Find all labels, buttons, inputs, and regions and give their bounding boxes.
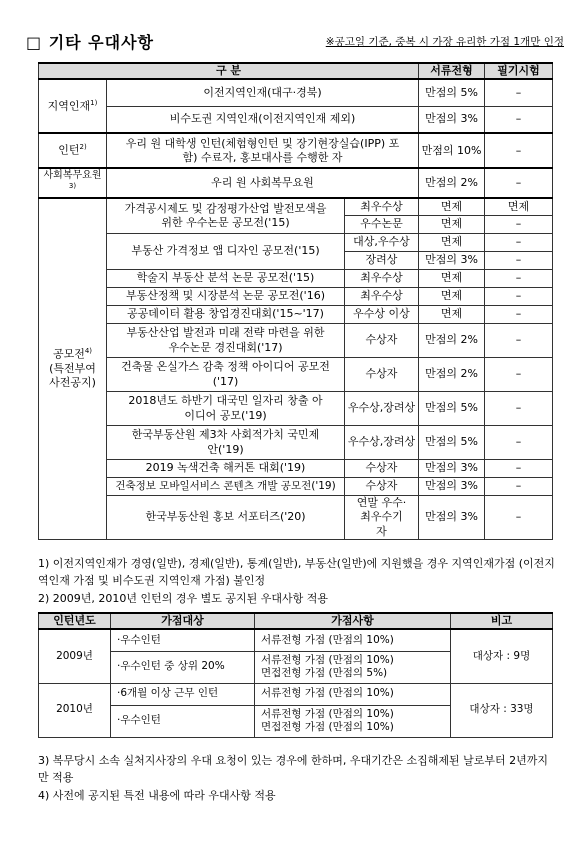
award-cell: 수상자 bbox=[345, 358, 419, 392]
exam-cell: – bbox=[485, 270, 553, 288]
award-cell: 수상자 bbox=[345, 478, 419, 496]
award-cell: 우수상,장려상 bbox=[345, 426, 419, 460]
table-row bbox=[39, 270, 553, 288]
doc-cell: 만점의 5% bbox=[419, 426, 485, 460]
table-row bbox=[39, 234, 553, 252]
table-row bbox=[39, 496, 553, 540]
exam-cell: – bbox=[485, 106, 553, 133]
contest-name-cell: 부동산정책 및 시장분석 논문 공모전('16) bbox=[107, 288, 345, 306]
doc-cell: 면제 bbox=[419, 216, 485, 234]
category-cell: 지역인재$^{1)}$ bbox=[39, 79, 107, 133]
table-header-row bbox=[39, 613, 553, 629]
exam-cell: – bbox=[485, 234, 553, 252]
award-cell: 대상,우수상 bbox=[345, 234, 419, 252]
exam-cell: – bbox=[485, 306, 553, 324]
table-row bbox=[39, 133, 553, 168]
target-cell: ·6개월 이상 근무 인턴 bbox=[111, 683, 255, 705]
award-cell: 최우수상 bbox=[345, 270, 419, 288]
header-points: 가점사항 bbox=[255, 613, 451, 629]
doc-cell: 만점의 3% bbox=[419, 478, 485, 496]
contest-name-cell: 한국부동산원 제3차 사회적가치 국민제안('19) bbox=[107, 426, 345, 460]
contest-name-cell: 부동산산업 발전과 미래 전략 마련을 위한 우수논문 경진대회('17) bbox=[107, 324, 345, 358]
doc-cell: 만점의 2% bbox=[419, 324, 485, 358]
table-row bbox=[39, 288, 553, 306]
table-row bbox=[39, 324, 553, 358]
intern-table bbox=[38, 612, 553, 738]
contest-name-cell: 2019 녹색건축 해커톤 대회('19) bbox=[107, 460, 345, 478]
note-cell: 대상자 : 33명 bbox=[451, 683, 553, 737]
contest-name-cell: 공공데이터 활용 창업경진대회('15~'17) bbox=[107, 306, 345, 324]
table-row bbox=[39, 106, 553, 133]
table-row bbox=[39, 198, 553, 216]
award-cell: 수상자 bbox=[345, 460, 419, 478]
footnote-1: 1) 이전지역인재가 경영(일반), 경제(일반), 통계(일반), 부동산(일반)에 지원했을 경우 지역인재가점 (이전지역인재 가점 및 비수도권 지역인재 가점) 불인정 bbox=[38, 557, 555, 587]
exam-cell: – bbox=[485, 288, 553, 306]
table-row bbox=[39, 426, 553, 460]
header-note: 비고 bbox=[451, 613, 553, 629]
points-cell: 서류전형 가점 (만점의 10%) bbox=[255, 683, 451, 705]
doc-cell: 면제 bbox=[419, 198, 485, 216]
exam-cell: – bbox=[485, 478, 553, 496]
category-cell: 사회복무요원$^{3)}$ bbox=[39, 168, 107, 197]
contest-name-cell: 한국부동산원 홍보 서포터즈('20) bbox=[107, 496, 345, 540]
award-cell: 연말 우수·최우수기자 bbox=[345, 496, 419, 540]
points-cell: 서류전형 가점 (만점의 10%) 면접전형 가점 (만점의 10%) bbox=[255, 705, 451, 737]
target-cell: ·우수인턴 중 상위 20% bbox=[111, 651, 255, 683]
category-cell: 인턴$^{2)}$ bbox=[39, 133, 107, 168]
table-row bbox=[39, 306, 553, 324]
table-row bbox=[39, 392, 553, 426]
contest-name-cell: 가격공시제도 및 감정평가산업 발전모색을 위한 우수논문 공모전('15) bbox=[107, 198, 345, 234]
award-cell: 우수논문 bbox=[345, 216, 419, 234]
table-header-row bbox=[39, 63, 553, 79]
target-cell: ·우수인턴 bbox=[111, 705, 255, 737]
header-document: 서류전형 bbox=[419, 63, 485, 79]
points-cell: 서류전형 가점 (만점의 10%) 면접전형 가점 (만점의 5%) bbox=[255, 651, 451, 683]
contest-name-cell: 건축물 온실가스 감축 정책 아이디어 공모전('17) bbox=[107, 358, 345, 392]
doc-cell: 만점의 10% bbox=[419, 133, 485, 168]
footnote-2: 2) 2009년, 2010년 인턴의 경우 별도 공지된 우대사항 적용 bbox=[38, 592, 329, 605]
description-cell: 비수도권 지역인재(이전지역인재 제외) bbox=[107, 106, 419, 133]
table-row bbox=[39, 629, 553, 651]
doc-cell: 만점의 5% bbox=[419, 79, 485, 106]
exam-cell: – bbox=[485, 168, 553, 197]
preference-table bbox=[38, 62, 553, 540]
description-cell: 우리 원 대학생 인턴(체험형인턴 및 장기현장실습(IPP) 포함) 수료자, 홍보대사를 수행한 자 bbox=[107, 133, 419, 168]
doc-cell: 면제 bbox=[419, 288, 485, 306]
doc-cell: 만점의 3% bbox=[419, 252, 485, 270]
award-cell: 우수상,장려상 bbox=[345, 392, 419, 426]
contest-name-cell: 2018년도 하반기 대국민 일자리 창출 아이디어 공모('19) bbox=[107, 392, 345, 426]
section-note: ※공고일 기준, 중복 시 가장 유리한 가점 1개만 인정 bbox=[325, 36, 564, 48]
exam-cell: – bbox=[485, 358, 553, 392]
table-row bbox=[39, 168, 553, 197]
target-cell: ·우수인턴 bbox=[111, 629, 255, 651]
exam-cell: – bbox=[485, 460, 553, 478]
points-cell: 서류전형 가점 (만점의 10%) bbox=[255, 629, 451, 651]
award-cell: 최우수상 bbox=[345, 288, 419, 306]
exam-cell: – bbox=[485, 496, 553, 540]
doc-cell: 면제 bbox=[419, 234, 485, 252]
award-cell: 우수상 이상 bbox=[345, 306, 419, 324]
doc-cell: 만점의 2% bbox=[419, 168, 485, 197]
doc-cell: 면제 bbox=[419, 306, 485, 324]
exam-cell: – bbox=[485, 324, 553, 358]
table-row bbox=[39, 79, 553, 106]
exam-cell: – bbox=[485, 133, 553, 168]
doc-cell: 만점의 5% bbox=[419, 392, 485, 426]
award-cell: 수상자 bbox=[345, 324, 419, 358]
contest-name-cell: 건축정보 모바일서비스 콘텐츠 개발 공모전('19) bbox=[107, 478, 345, 496]
table-row bbox=[39, 358, 553, 392]
exam-cell: – bbox=[485, 252, 553, 270]
award-cell: 장려상 bbox=[345, 252, 419, 270]
category-cell: 공모전$^{4)}$ (특전부여 사전공지) bbox=[39, 198, 107, 540]
contest-name-cell: 부동산 가격정보 앱 디자인 공모전('15) bbox=[107, 234, 345, 270]
table-row bbox=[39, 683, 553, 705]
exam-cell: – bbox=[485, 426, 553, 460]
section-title: □ 기타 우대사항 bbox=[26, 33, 154, 52]
doc-cell: 만점의 2% bbox=[419, 358, 485, 392]
footnote-3: 3) 복무당시 소속 실처지사장의 우대 요청이 있는 경우에 한하며, 우대기간은 소집해제된 날로부터 2년까지만 적용 bbox=[38, 754, 549, 784]
header-category: 구 분 bbox=[39, 63, 419, 79]
doc-cell: 만점의 3% bbox=[419, 460, 485, 478]
section-header bbox=[26, 30, 564, 52]
year-cell: 2010년 bbox=[39, 683, 111, 737]
award-cell: 최우수상 bbox=[345, 198, 419, 216]
table-row bbox=[39, 460, 553, 478]
note-cell: 대상자 : 9명 bbox=[451, 629, 553, 683]
footnote-4: 4) 사전에 공지된 특전 내용에 따라 우대사항 적용 bbox=[38, 789, 276, 802]
table-row bbox=[39, 478, 553, 496]
doc-cell: 만점의 3% bbox=[419, 496, 485, 540]
doc-cell: 면제 bbox=[419, 270, 485, 288]
doc-cell: 만점의 3% bbox=[419, 106, 485, 133]
description-cell: 우리 원 사회복무요원 bbox=[107, 168, 419, 197]
exam-cell: 면제 bbox=[485, 198, 553, 216]
exam-cell: – bbox=[485, 79, 553, 106]
header-year: 인턴년도 bbox=[39, 613, 111, 629]
description-cell: 이전지역인재(대구·경북) bbox=[107, 79, 419, 106]
exam-cell: – bbox=[485, 216, 553, 234]
contest-name-cell: 학술지 부동산 분석 논문 공모전('15) bbox=[107, 270, 345, 288]
exam-cell: – bbox=[485, 392, 553, 426]
header-exam: 필기시험 bbox=[485, 63, 553, 79]
year-cell: 2009년 bbox=[39, 629, 111, 683]
header-target: 가점대상 bbox=[111, 613, 255, 629]
